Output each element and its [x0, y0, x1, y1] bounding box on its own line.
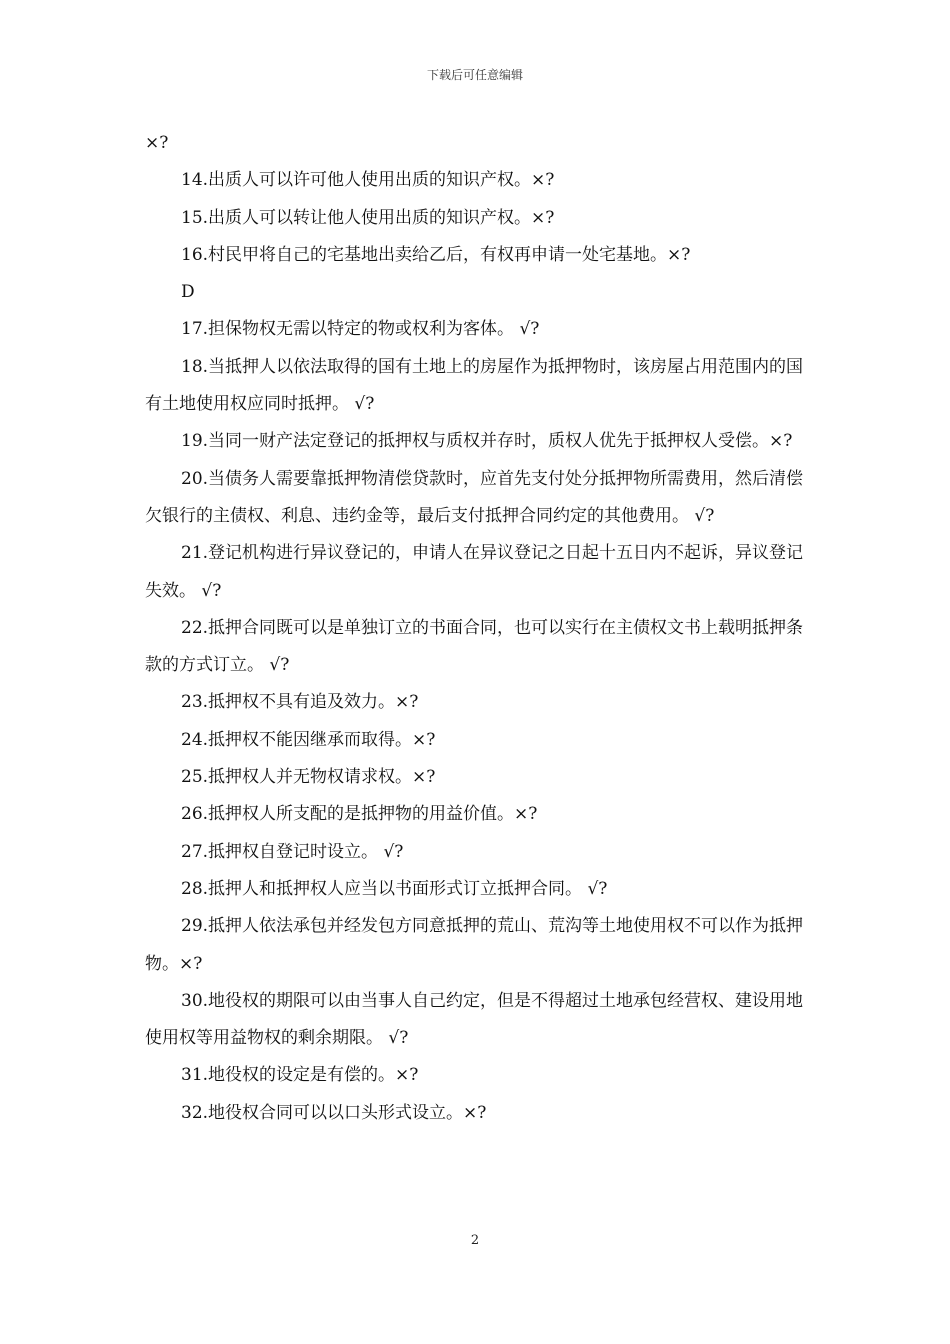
question-16: 16.村民甲将自己的宅基地出卖给乙后，有权再申请一处宅基地。×? — [181, 244, 691, 265]
page-number: 2 — [470, 1233, 480, 1248]
question-23: 23.抵押权不具有追及效力。×? — [181, 692, 419, 713]
document-body — [145, 125, 810, 1132]
question-30: 30.地役权的期限可以由当事人自己约定，但是不得超过土地承包经营权、建设用地使用权等用益物权的剩余期限。 √? — [145, 990, 804, 1049]
question-32: 32.地役权合同可以以口头形式设立。×? — [181, 1102, 487, 1123]
question-17: 17.担保物权无需以特定的物或权利为客体。 √? — [181, 319, 540, 340]
question-24: 24.抵押权不能因继承而取得。×? — [181, 729, 436, 750]
paragraph-continuation: ×? — [145, 133, 169, 153]
question-26: 26.抵押权人所支配的是抵押物的用益价值。×? — [181, 804, 538, 825]
section-letter-d: D — [181, 282, 195, 303]
question-27: 27.抵押权自登记时设立。 √? — [181, 841, 404, 862]
question-28: 28.抵押人和抵押权人应当以书面形式订立抵押合同。 √? — [181, 878, 608, 899]
question-25: 25.抵押权人并无物权请求权。×? — [181, 767, 436, 788]
question-18: 18.当抵押人以依法取得的国有土地上的房屋作为抵押物时，该房屋占用范围内的国有土地使用权应同时抵押。 √? — [145, 356, 804, 415]
question-19: 19.当同一财产法定登记的抵押权与质权并存时，质权人优先于抵押权人受偿。×? — [181, 431, 793, 452]
question-31: 31.地役权的设定是有偿的。×? — [181, 1065, 419, 1086]
question-21: 21.登记机构进行异议登记的，申请人在异议登记之日起十五日内不起诉，异议登记失效。 √? — [145, 543, 804, 601]
page-header: 下载后可任意编辑 — [426, 68, 523, 82]
question-22: 22.抵押合同既可以是单独订立的书面合同，也可以实行在主债权文书上载明抵押条款的方式订立。 √? — [145, 617, 804, 676]
question-15: 15.出质人可以转让他人使用出质的知识产权。×? — [181, 207, 555, 228]
question-14: 14.出质人可以许可他人使用出质的知识产权。×? — [181, 170, 555, 191]
question-20: 20.当债务人需要靠抵押物清偿贷款时，应首先支付处分抵押物所需费用，然后清偿欠银行的主债权、利息、违约金等，最后支付抵押合同约定的其他费用。 √? — [145, 468, 804, 526]
question-29: 29.抵押人依法承包并经发包方同意抵押的荒山、荒沟等土地使用权不可以作为抵押物。×? — [145, 916, 804, 974]
